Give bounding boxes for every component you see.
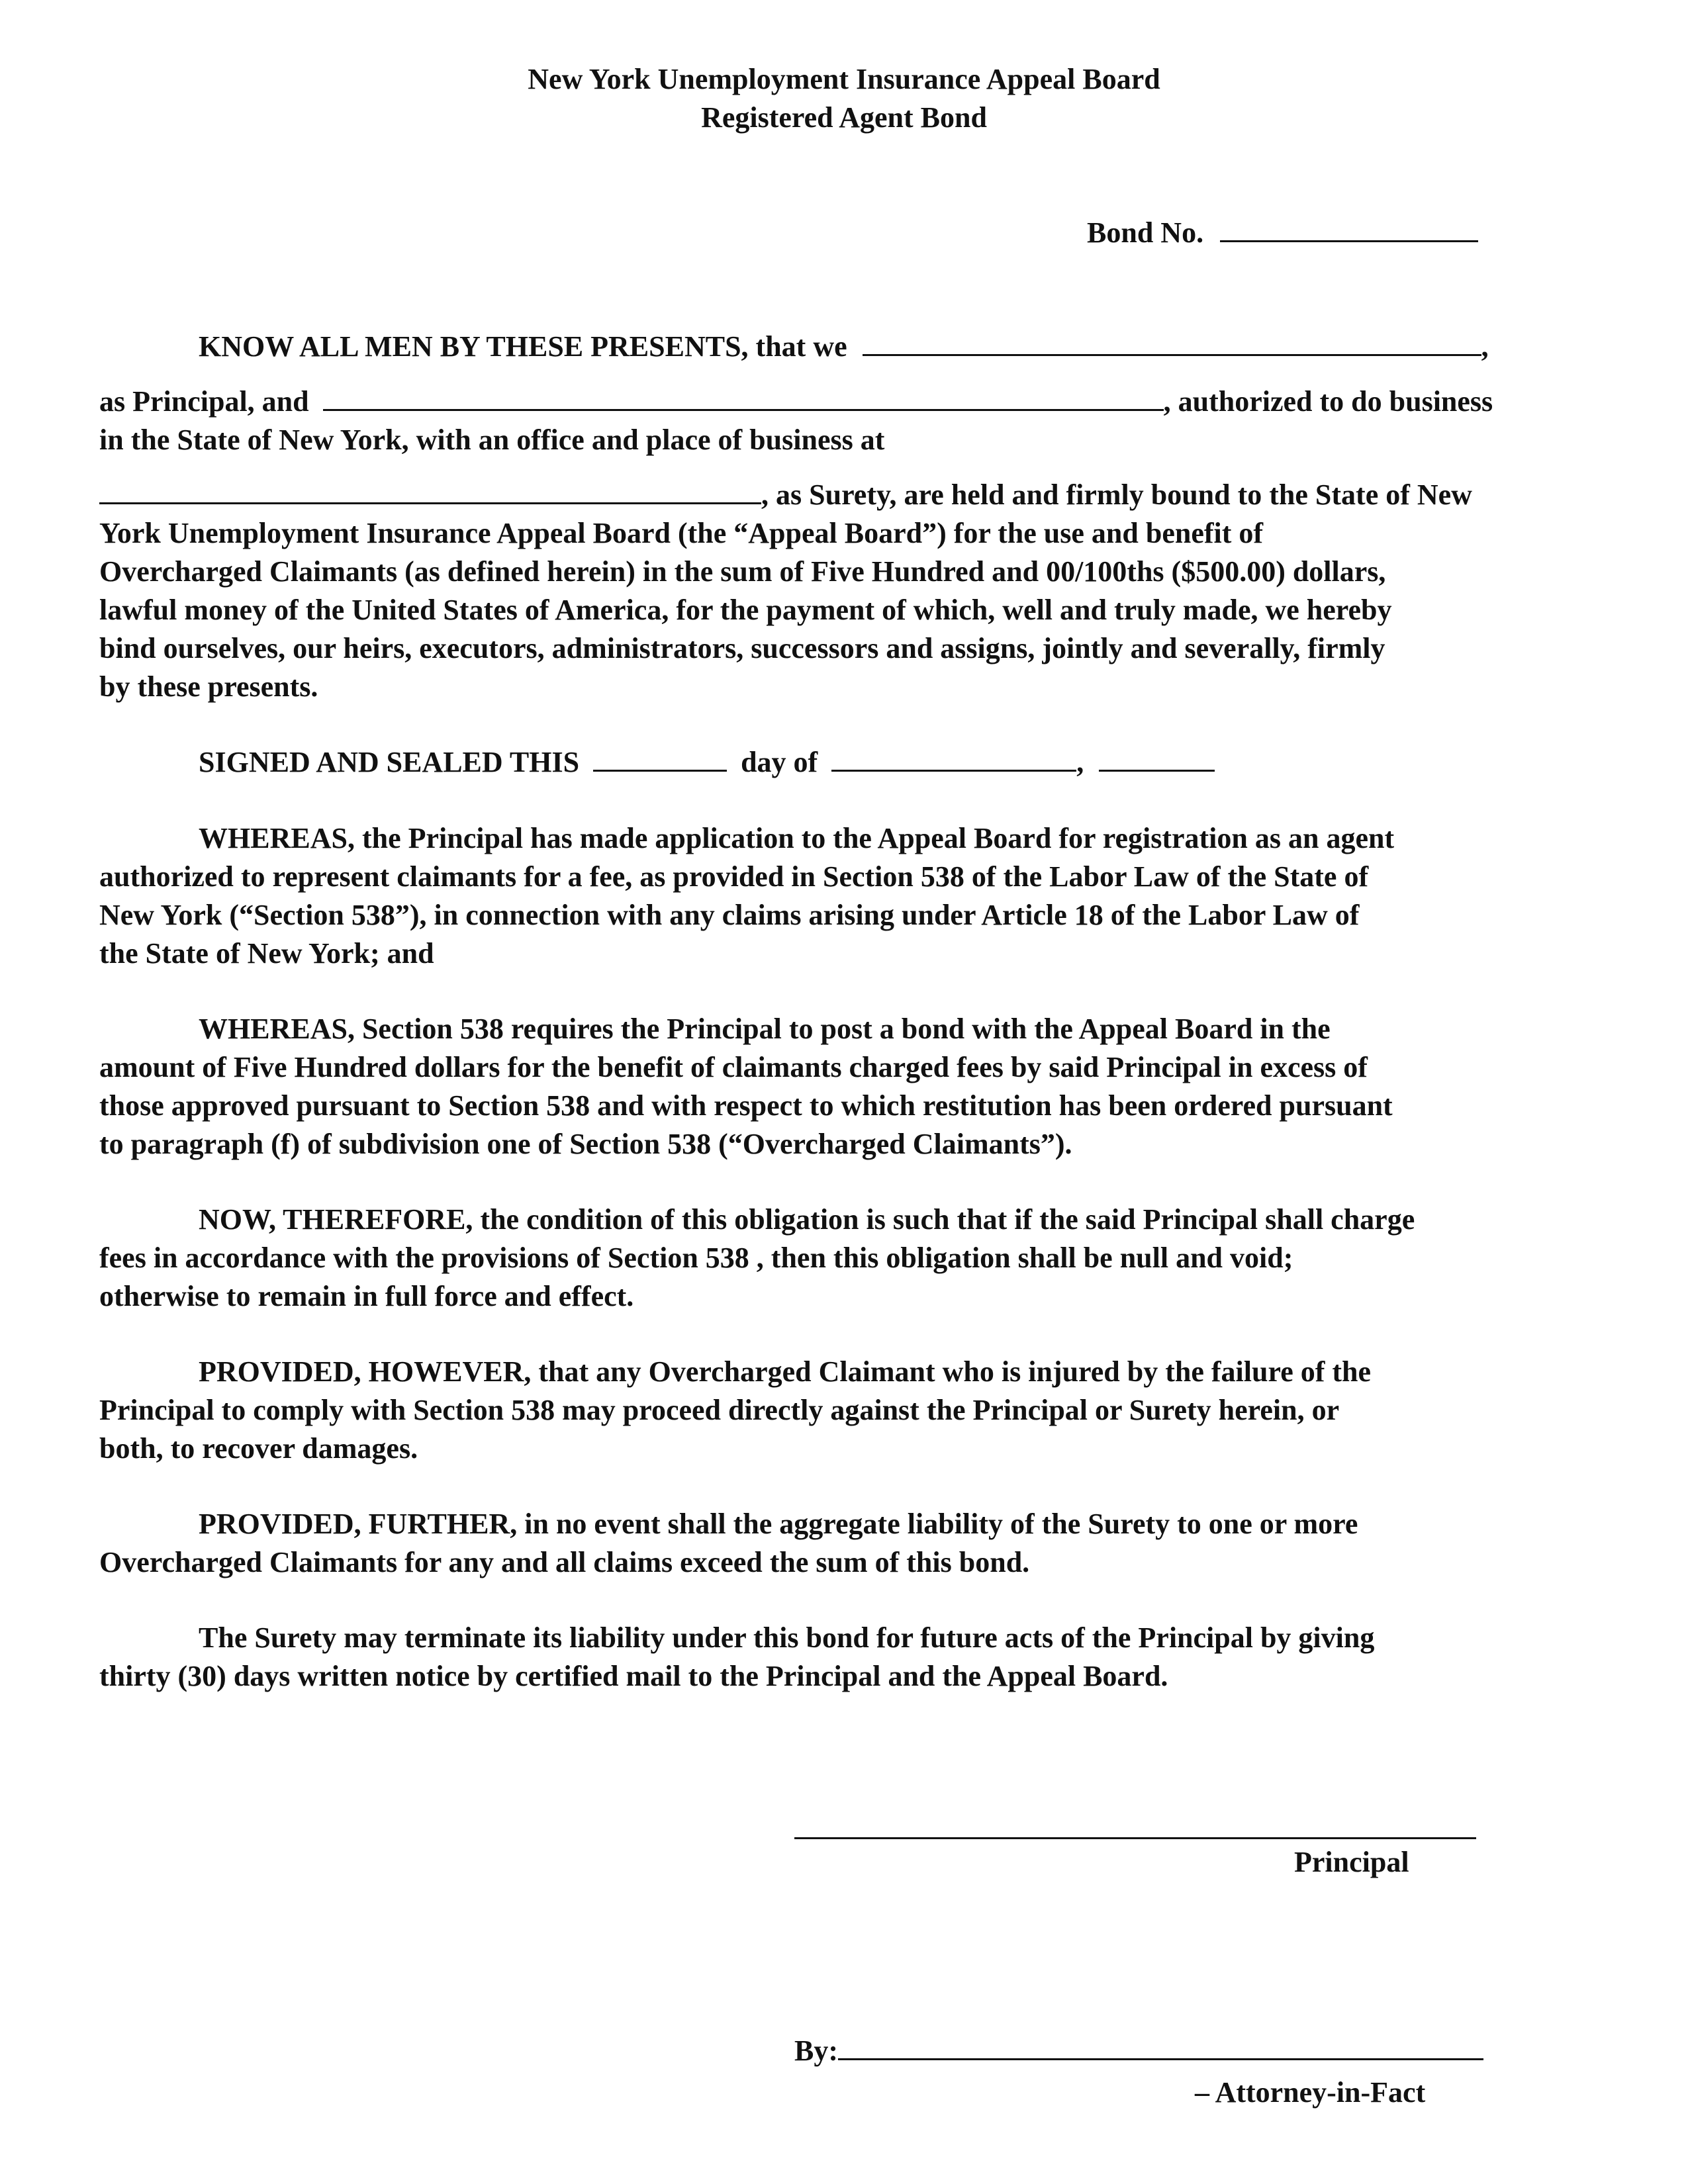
signed-year-blank[interactable] — [1099, 769, 1215, 772]
signed-comma: , — [1076, 746, 1084, 778]
opening-text-2a: as Principal, and — [99, 385, 309, 418]
day-of-label: day of — [741, 746, 818, 778]
attorney-in-fact-label: – Attorney-in-Fact — [1195, 2076, 1426, 2109]
principal-name-blank[interactable] — [863, 353, 1481, 356]
principal-label: Principal — [1294, 1846, 1409, 1878]
now-therefore-line-3: otherwise to remain in full force and effect. — [99, 1280, 634, 1312]
whereas2-line-3: those approved pursuant to Section 538 and with respect to which restitution has been ordered pursuant — [99, 1089, 1393, 1122]
signed-month-blank[interactable] — [831, 769, 1076, 772]
whereas1-line-1: WHEREAS, the Principal has made application to the Appeal Board for registration as an agent — [199, 822, 1395, 854]
provided-however-line-3: both, to recover damages. — [99, 1432, 418, 1465]
opening-line-9: by these presents. — [99, 670, 318, 703]
termination-line-2: thirty (30) days written notice by certified mail to the Principal and the Appeal Board. — [99, 1660, 1168, 1692]
surety-address-blank[interactable] — [99, 502, 761, 504]
bond-number-blank[interactable] — [1220, 240, 1478, 242]
now-therefore-line-1: NOW, THEREFORE, the condition of this obligation is such that if the said Principal shall charge — [199, 1203, 1415, 1236]
signed-day-blank[interactable] — [593, 769, 727, 772]
signed-sealed-label: SIGNED AND SEALED THIS — [199, 746, 580, 778]
bond-number-row — [1087, 218, 1478, 248]
opening-line-1 — [199, 332, 1489, 361]
whereas1-line-4: the State of New York; and — [99, 937, 434, 970]
opening-line-5: York Unemployment Insurance Appeal Board (the “Appeal Board”) for the use and benefit of — [99, 517, 1264, 549]
opening-line-8: bind ourselves, our heirs, executors, administrators, successors and assigns, jointly and severally, firmly — [99, 632, 1385, 664]
document-title: New York Unemployment Insurance Appeal Board — [528, 63, 1160, 95]
provided-however-line-1: PROVIDED, HOWEVER, that any Overcharged Claimant who is injured by the failure of the — [199, 1355, 1372, 1388]
signed-sealed-row — [199, 748, 1215, 777]
whereas2-line-1: WHEREAS, Section 538 requires the Principal to post a bond with the Appeal Board in the — [199, 1013, 1331, 1045]
document-subtitle: Registered Agent Bond — [701, 101, 987, 134]
opening-line-7: lawful money of the United States of America, for the payment of which, well and truly made, we hereby — [99, 594, 1392, 626]
whereas1-line-2: authorized to represent claimants for a fee, as provided in Section 538 of the Labor Law of the State of — [99, 860, 1369, 893]
by-signature-row — [794, 2036, 1483, 2066]
termination-line-1: The Surety may terminate its liability under this bond for future acts of the Principal by giving — [199, 1621, 1375, 1654]
attorney-signature-line[interactable] — [838, 2058, 1483, 2060]
provided-further-line-2: Overcharged Claimants for any and all claims exceed the sum of this bond. — [99, 1546, 1030, 1578]
surety-name-blank[interactable] — [323, 408, 1164, 411]
opening-comma-1: , — [1481, 330, 1489, 363]
now-therefore-line-2: fees in accordance with the provisions of Section 538 , then this obligation shall be null and void; — [99, 1242, 1293, 1274]
opening-line-6: Overcharged Claimants (as defined herein) in the sum of Five Hundred and 00/100ths ($500.00) dollars, — [99, 555, 1386, 588]
whereas2-line-4: to paragraph (f) of subdivision one of Section 538 (“Overcharged Claimants”). — [99, 1128, 1072, 1160]
opening-line-3: in the State of New York, with an office and place of business at — [99, 424, 885, 456]
opening-text-4: , as Surety, are held and firmly bound to the State of New — [761, 478, 1472, 511]
opening-text-1: KNOW ALL MEN BY THESE PRESENTS, that we — [199, 330, 847, 363]
provided-however-line-2: Principal to comply with Section 538 may proceed directly against the Principal or Surety herein, or — [99, 1394, 1340, 1426]
opening-text-2b: , authorized to do business — [1163, 385, 1493, 418]
bond-number-label: Bond No. — [1087, 216, 1204, 249]
opening-line-2 — [99, 387, 1493, 416]
whereas1-line-3: New York (“Section 538”), in connection with any claims arising under Article 18 of the Labor Law of — [99, 899, 1360, 931]
by-label: By: — [794, 2034, 838, 2067]
whereas2-line-2: amount of Five Hundred dollars for the benefit of claimants charged fees by said Principal in excess of — [99, 1051, 1368, 1083]
provided-further-line-1: PROVIDED, FURTHER, in no event shall the aggregate liability of the Surety to one or more — [199, 1508, 1358, 1540]
opening-line-4 — [99, 480, 1472, 510]
principal-signature-line[interactable] — [794, 1837, 1476, 1839]
